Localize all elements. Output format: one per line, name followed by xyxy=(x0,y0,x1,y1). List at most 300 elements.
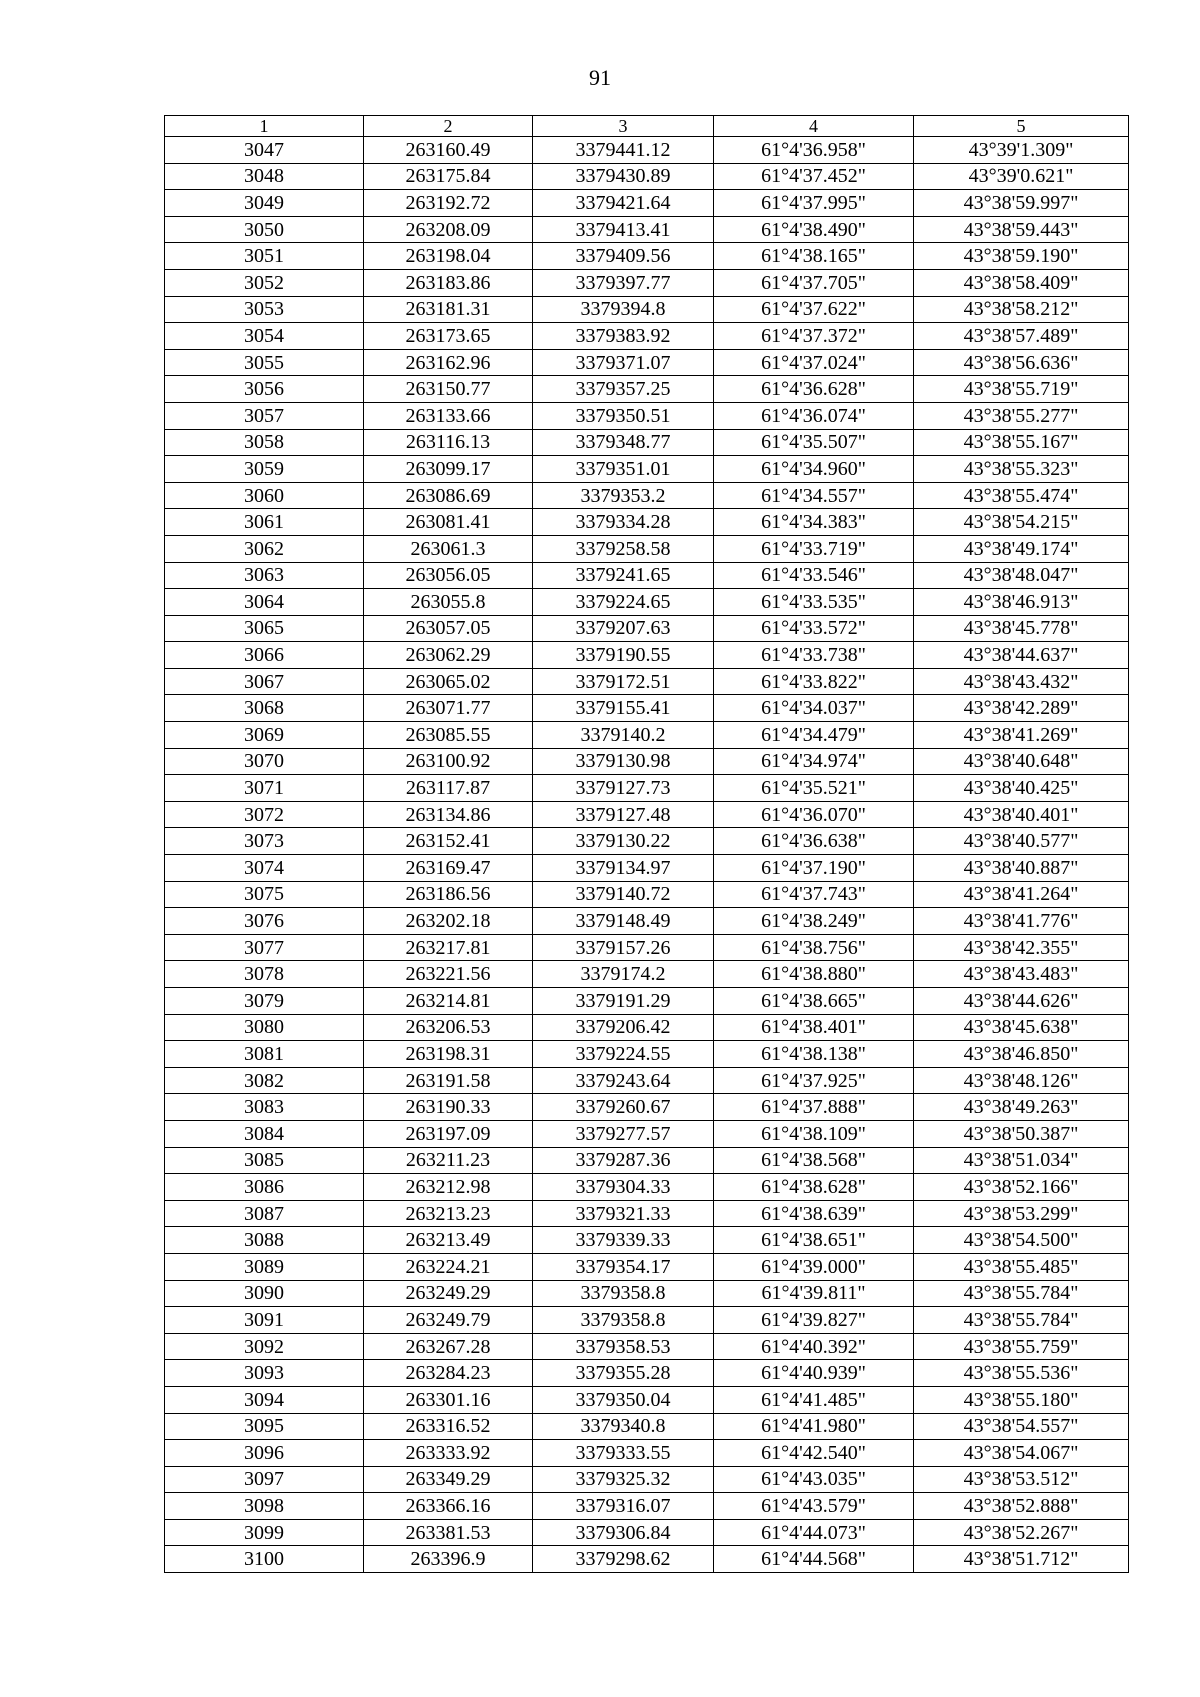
latitude-cell: 43°38'55.474" xyxy=(914,482,1129,509)
latitude-cell: 43°38'55.759" xyxy=(914,1333,1129,1360)
point-number-cell: 3097 xyxy=(165,1466,364,1493)
x-coordinate-cell: 263197.09 xyxy=(364,1120,533,1147)
x-coordinate-cell: 263349.29 xyxy=(364,1466,533,1493)
latitude-cell: 43°38'46.850" xyxy=(914,1041,1129,1068)
y-coordinate-cell: 3379333.55 xyxy=(533,1440,714,1467)
x-coordinate-cell: 263160.49 xyxy=(364,137,533,164)
longitude-cell: 61°4'33.719" xyxy=(714,535,914,562)
y-coordinate-cell: 3379277.57 xyxy=(533,1120,714,1147)
point-number-cell: 3079 xyxy=(165,988,364,1015)
table-row xyxy=(165,296,1129,323)
point-number-cell: 3054 xyxy=(165,323,364,350)
longitude-cell: 61°4'33.572" xyxy=(714,615,914,642)
table-row xyxy=(165,509,1129,536)
point-number-cell: 3047 xyxy=(165,137,364,164)
column-header: 4 xyxy=(714,116,914,137)
x-coordinate-cell: 263062.29 xyxy=(364,642,533,669)
longitude-cell: 61°4'38.109" xyxy=(714,1120,914,1147)
longitude-cell: 61°4'33.546" xyxy=(714,562,914,589)
longitude-cell: 61°4'37.622" xyxy=(714,296,914,323)
y-coordinate-cell: 3379358.53 xyxy=(533,1333,714,1360)
x-coordinate-cell: 263162.96 xyxy=(364,349,533,376)
longitude-cell: 61°4'37.888" xyxy=(714,1094,914,1121)
point-number-cell: 3061 xyxy=(165,509,364,536)
y-coordinate-cell: 3379243.64 xyxy=(533,1067,714,1094)
x-coordinate-cell: 263381.53 xyxy=(364,1519,533,1546)
page-number: 91 xyxy=(589,65,611,90)
point-number-cell: 3071 xyxy=(165,775,364,802)
point-number-cell: 3051 xyxy=(165,243,364,270)
table-row xyxy=(165,1440,1129,1467)
table-row xyxy=(165,1253,1129,1280)
table-row xyxy=(165,934,1129,961)
y-coordinate-cell: 3379130.98 xyxy=(533,748,714,775)
table-row xyxy=(165,695,1129,722)
x-coordinate-cell: 263214.81 xyxy=(364,988,533,1015)
x-coordinate-cell: 263057.05 xyxy=(364,615,533,642)
latitude-cell: 43°38'42.355" xyxy=(914,934,1129,961)
y-coordinate-cell: 3379258.58 xyxy=(533,535,714,562)
x-coordinate-cell: 263173.65 xyxy=(364,323,533,350)
point-number-cell: 3098 xyxy=(165,1493,364,1520)
x-coordinate-cell: 263116.13 xyxy=(364,429,533,456)
longitude-cell: 61°4'38.651" xyxy=(714,1227,914,1254)
latitude-cell: 43°38'58.212" xyxy=(914,296,1129,323)
x-coordinate-cell: 263284.23 xyxy=(364,1360,533,1387)
y-coordinate-cell: 3379353.2 xyxy=(533,482,714,509)
table-row xyxy=(165,1227,1129,1254)
latitude-cell: 43°38'55.167" xyxy=(914,429,1129,456)
y-coordinate-cell: 3379350.04 xyxy=(533,1386,714,1413)
x-coordinate-cell: 263100.92 xyxy=(364,748,533,775)
table-row xyxy=(165,482,1129,509)
longitude-cell: 61°4'38.165" xyxy=(714,243,914,270)
point-number-cell: 3075 xyxy=(165,881,364,908)
latitude-cell: 43°38'53.512" xyxy=(914,1466,1129,1493)
latitude-cell: 43°38'54.557" xyxy=(914,1413,1129,1440)
y-coordinate-cell: 3379340.8 xyxy=(533,1413,714,1440)
point-number-cell: 3073 xyxy=(165,828,364,855)
longitude-cell: 61°4'33.535" xyxy=(714,589,914,616)
column-header: 5 xyxy=(914,116,1129,137)
table-row xyxy=(165,562,1129,589)
table-row xyxy=(165,775,1129,802)
table-row xyxy=(165,1094,1129,1121)
column-header: 1 xyxy=(165,116,364,137)
x-coordinate-cell: 263192.72 xyxy=(364,190,533,217)
point-number-cell: 3052 xyxy=(165,269,364,296)
y-coordinate-cell: 3379140.2 xyxy=(533,722,714,749)
point-number-cell: 3078 xyxy=(165,961,364,988)
x-coordinate-cell: 263134.86 xyxy=(364,801,533,828)
point-number-cell: 3096 xyxy=(165,1440,364,1467)
table-row xyxy=(165,269,1129,296)
point-number-cell: 3085 xyxy=(165,1147,364,1174)
table-row xyxy=(165,1333,1129,1360)
latitude-cell: 43°38'52.166" xyxy=(914,1174,1129,1201)
table-row xyxy=(165,615,1129,642)
longitude-cell: 61°4'38.639" xyxy=(714,1200,914,1227)
latitude-cell: 43°38'52.888" xyxy=(914,1493,1129,1520)
x-coordinate-cell: 263208.09 xyxy=(364,216,533,243)
latitude-cell: 43°38'41.269" xyxy=(914,722,1129,749)
point-number-cell: 3091 xyxy=(165,1307,364,1334)
y-coordinate-cell: 3379207.63 xyxy=(533,615,714,642)
table-row xyxy=(165,589,1129,616)
point-number-cell: 3059 xyxy=(165,456,364,483)
y-coordinate-cell: 3379358.8 xyxy=(533,1280,714,1307)
latitude-cell: 43°38'43.432" xyxy=(914,668,1129,695)
longitude-cell: 61°4'36.074" xyxy=(714,402,914,429)
point-number-cell: 3095 xyxy=(165,1413,364,1440)
table-row xyxy=(165,1174,1129,1201)
table-row xyxy=(165,456,1129,483)
point-number-cell: 3090 xyxy=(165,1280,364,1307)
longitude-cell: 61°4'33.822" xyxy=(714,668,914,695)
latitude-cell: 43°38'55.536" xyxy=(914,1360,1129,1387)
table-row xyxy=(165,748,1129,775)
y-coordinate-cell: 3379190.55 xyxy=(533,642,714,669)
x-coordinate-cell: 263366.16 xyxy=(364,1493,533,1520)
longitude-cell: 61°4'33.738" xyxy=(714,642,914,669)
point-number-cell: 3069 xyxy=(165,722,364,749)
y-coordinate-cell: 3379157.26 xyxy=(533,934,714,961)
y-coordinate-cell: 3379371.07 xyxy=(533,349,714,376)
longitude-cell: 61°4'38.665" xyxy=(714,988,914,1015)
table-row xyxy=(165,881,1129,908)
longitude-cell: 61°4'35.507" xyxy=(714,429,914,456)
point-number-cell: 3088 xyxy=(165,1227,364,1254)
x-coordinate-cell: 263152.41 xyxy=(364,828,533,855)
point-number-cell: 3072 xyxy=(165,801,364,828)
y-coordinate-cell: 3379304.33 xyxy=(533,1174,714,1201)
point-number-cell: 3063 xyxy=(165,562,364,589)
point-number-cell: 3082 xyxy=(165,1067,364,1094)
longitude-cell: 61°4'38.880" xyxy=(714,961,914,988)
point-number-cell: 3084 xyxy=(165,1120,364,1147)
x-coordinate-cell: 263190.33 xyxy=(364,1094,533,1121)
latitude-cell: 43°38'54.067" xyxy=(914,1440,1129,1467)
table-row xyxy=(165,1466,1129,1493)
longitude-cell: 61°4'43.035" xyxy=(714,1466,914,1493)
latitude-cell: 43°38'40.425" xyxy=(914,775,1129,802)
longitude-cell: 61°4'37.925" xyxy=(714,1067,914,1094)
longitude-cell: 61°4'38.249" xyxy=(714,908,914,935)
table-row xyxy=(165,1120,1129,1147)
point-number-cell: 3062 xyxy=(165,535,364,562)
x-coordinate-cell: 263333.92 xyxy=(364,1440,533,1467)
longitude-cell: 61°4'37.190" xyxy=(714,855,914,882)
latitude-cell: 43°38'59.997" xyxy=(914,190,1129,217)
point-number-cell: 3066 xyxy=(165,642,364,669)
x-coordinate-cell: 263186.56 xyxy=(364,881,533,908)
table-row xyxy=(165,961,1129,988)
longitude-cell: 61°4'44.073" xyxy=(714,1519,914,1546)
x-coordinate-cell: 263267.28 xyxy=(364,1333,533,1360)
point-number-cell: 3081 xyxy=(165,1041,364,1068)
y-coordinate-cell: 3379383.92 xyxy=(533,323,714,350)
longitude-cell: 61°4'37.743" xyxy=(714,881,914,908)
y-coordinate-cell: 3379397.77 xyxy=(533,269,714,296)
point-number-cell: 3087 xyxy=(165,1200,364,1227)
x-coordinate-cell: 263117.87 xyxy=(364,775,533,802)
latitude-cell: 43°38'57.489" xyxy=(914,323,1129,350)
longitude-cell: 61°4'36.958" xyxy=(714,137,914,164)
table-row xyxy=(165,988,1129,1015)
x-coordinate-cell: 263301.16 xyxy=(364,1386,533,1413)
point-number-cell: 3065 xyxy=(165,615,364,642)
point-number-cell: 3064 xyxy=(165,589,364,616)
latitude-cell: 43°38'48.126" xyxy=(914,1067,1129,1094)
x-coordinate-cell: 263211.23 xyxy=(364,1147,533,1174)
table-row xyxy=(165,1041,1129,1068)
latitude-cell: 43°38'55.180" xyxy=(914,1386,1129,1413)
table-row xyxy=(165,1067,1129,1094)
column-header: 3 xyxy=(533,116,714,137)
x-coordinate-cell: 263071.77 xyxy=(364,695,533,722)
point-number-cell: 3076 xyxy=(165,908,364,935)
latitude-cell: 43°38'52.267" xyxy=(914,1519,1129,1546)
x-coordinate-cell: 263085.55 xyxy=(364,722,533,749)
longitude-cell: 61°4'38.138" xyxy=(714,1041,914,1068)
y-coordinate-cell: 3379134.97 xyxy=(533,855,714,882)
longitude-cell: 61°4'34.037" xyxy=(714,695,914,722)
y-coordinate-cell: 3379394.8 xyxy=(533,296,714,323)
y-coordinate-cell: 3379130.22 xyxy=(533,828,714,855)
x-coordinate-cell: 263175.84 xyxy=(364,163,533,190)
point-number-cell: 3048 xyxy=(165,163,364,190)
table-row xyxy=(165,1147,1129,1174)
x-coordinate-cell: 263191.58 xyxy=(364,1067,533,1094)
longitude-cell: 61°4'42.540" xyxy=(714,1440,914,1467)
y-coordinate-cell: 3379224.55 xyxy=(533,1041,714,1068)
point-number-cell: 3049 xyxy=(165,190,364,217)
x-coordinate-cell: 263212.98 xyxy=(364,1174,533,1201)
x-coordinate-cell: 263081.41 xyxy=(364,509,533,536)
table-row xyxy=(165,668,1129,695)
longitude-cell: 61°4'39.811" xyxy=(714,1280,914,1307)
latitude-cell: 43°38'51.712" xyxy=(914,1546,1129,1573)
latitude-cell: 43°38'49.263" xyxy=(914,1094,1129,1121)
table-row xyxy=(165,642,1129,669)
y-coordinate-cell: 3379358.8 xyxy=(533,1307,714,1334)
point-number-cell: 3057 xyxy=(165,402,364,429)
latitude-cell: 43°38'43.483" xyxy=(914,961,1129,988)
table-row xyxy=(165,535,1129,562)
table-row xyxy=(165,908,1129,935)
latitude-cell: 43°38'45.638" xyxy=(914,1014,1129,1041)
latitude-cell: 43°38'40.577" xyxy=(914,828,1129,855)
latitude-cell: 43°38'41.264" xyxy=(914,881,1129,908)
y-coordinate-cell: 3379409.56 xyxy=(533,243,714,270)
point-number-cell: 3093 xyxy=(165,1360,364,1387)
table-row xyxy=(165,402,1129,429)
point-number-cell: 3056 xyxy=(165,376,364,403)
table-row xyxy=(165,1014,1129,1041)
x-coordinate-cell: 263133.66 xyxy=(364,402,533,429)
longitude-cell: 61°4'34.557" xyxy=(714,482,914,509)
latitude-cell: 43°38'40.401" xyxy=(914,801,1129,828)
longitude-cell: 61°4'40.939" xyxy=(714,1360,914,1387)
longitude-cell: 61°4'36.638" xyxy=(714,828,914,855)
latitude-cell: 43°38'56.636" xyxy=(914,349,1129,376)
x-coordinate-cell: 263150.77 xyxy=(364,376,533,403)
point-number-cell: 3068 xyxy=(165,695,364,722)
x-coordinate-cell: 263221.56 xyxy=(364,961,533,988)
x-coordinate-cell: 263249.29 xyxy=(364,1280,533,1307)
longitude-cell: 61°4'34.960" xyxy=(714,456,914,483)
longitude-cell: 61°4'39.827" xyxy=(714,1307,914,1334)
y-coordinate-cell: 3379325.32 xyxy=(533,1466,714,1493)
table-row xyxy=(165,243,1129,270)
longitude-cell: 61°4'38.401" xyxy=(714,1014,914,1041)
y-coordinate-cell: 3379421.64 xyxy=(533,190,714,217)
longitude-cell: 61°4'35.521" xyxy=(714,775,914,802)
point-number-cell: 3080 xyxy=(165,1014,364,1041)
point-number-cell: 3100 xyxy=(165,1546,364,1573)
longitude-cell: 61°4'37.372" xyxy=(714,323,914,350)
x-coordinate-cell: 263249.79 xyxy=(364,1307,533,1334)
longitude-cell: 61°4'38.628" xyxy=(714,1174,914,1201)
latitude-cell: 43°38'59.190" xyxy=(914,243,1129,270)
y-coordinate-cell: 3379174.2 xyxy=(533,961,714,988)
table-row xyxy=(165,163,1129,190)
x-coordinate-cell: 263213.23 xyxy=(364,1200,533,1227)
x-coordinate-cell: 263202.18 xyxy=(364,908,533,935)
coordinates-table xyxy=(164,115,1129,1573)
x-coordinate-cell: 263213.49 xyxy=(364,1227,533,1254)
y-coordinate-cell: 3379127.48 xyxy=(533,801,714,828)
table-row xyxy=(165,349,1129,376)
x-coordinate-cell: 263396.9 xyxy=(364,1546,533,1573)
y-coordinate-cell: 3379316.07 xyxy=(533,1493,714,1520)
y-coordinate-cell: 3379339.33 xyxy=(533,1227,714,1254)
longitude-cell: 61°4'41.485" xyxy=(714,1386,914,1413)
point-number-cell: 3053 xyxy=(165,296,364,323)
longitude-cell: 61°4'34.383" xyxy=(714,509,914,536)
y-coordinate-cell: 3379140.72 xyxy=(533,881,714,908)
y-coordinate-cell: 3379260.67 xyxy=(533,1094,714,1121)
longitude-cell: 61°4'37.995" xyxy=(714,190,914,217)
y-coordinate-cell: 3379127.73 xyxy=(533,775,714,802)
y-coordinate-cell: 3379350.51 xyxy=(533,402,714,429)
x-coordinate-cell: 263198.04 xyxy=(364,243,533,270)
point-number-cell: 3070 xyxy=(165,748,364,775)
latitude-cell: 43°38'55.277" xyxy=(914,402,1129,429)
latitude-cell: 43°38'55.719" xyxy=(914,376,1129,403)
x-coordinate-cell: 263086.69 xyxy=(364,482,533,509)
y-coordinate-cell: 3379155.41 xyxy=(533,695,714,722)
latitude-cell: 43°38'58.409" xyxy=(914,269,1129,296)
y-coordinate-cell: 3379334.28 xyxy=(533,509,714,536)
table-row xyxy=(165,1307,1129,1334)
y-coordinate-cell: 3379430.89 xyxy=(533,163,714,190)
longitude-cell: 61°4'40.392" xyxy=(714,1333,914,1360)
latitude-cell: 43°38'53.299" xyxy=(914,1200,1129,1227)
x-coordinate-cell: 263198.31 xyxy=(364,1041,533,1068)
longitude-cell: 61°4'37.452" xyxy=(714,163,914,190)
latitude-cell: 43°38'40.887" xyxy=(914,855,1129,882)
point-number-cell: 3094 xyxy=(165,1386,364,1413)
latitude-cell: 43°38'41.776" xyxy=(914,908,1129,935)
latitude-cell: 43°38'51.034" xyxy=(914,1147,1129,1174)
point-number-cell: 3058 xyxy=(165,429,364,456)
point-number-cell: 3099 xyxy=(165,1519,364,1546)
longitude-cell: 61°4'36.070" xyxy=(714,801,914,828)
longitude-cell: 61°4'39.000" xyxy=(714,1253,914,1280)
latitude-cell: 43°38'48.047" xyxy=(914,562,1129,589)
y-coordinate-cell: 3379355.28 xyxy=(533,1360,714,1387)
longitude-cell: 61°4'38.756" xyxy=(714,934,914,961)
y-coordinate-cell: 3379148.49 xyxy=(533,908,714,935)
longitude-cell: 61°4'43.579" xyxy=(714,1493,914,1520)
latitude-cell: 43°38'44.637" xyxy=(914,642,1129,669)
latitude-cell: 43°38'55.485" xyxy=(914,1253,1129,1280)
y-coordinate-cell: 3379306.84 xyxy=(533,1519,714,1546)
latitude-cell: 43°38'45.778" xyxy=(914,615,1129,642)
table-row xyxy=(165,216,1129,243)
point-number-cell: 3060 xyxy=(165,482,364,509)
x-coordinate-cell: 263181.31 xyxy=(364,296,533,323)
point-number-cell: 3067 xyxy=(165,668,364,695)
longitude-cell: 61°4'36.628" xyxy=(714,376,914,403)
table-row xyxy=(165,1386,1129,1413)
longitude-cell: 61°4'38.568" xyxy=(714,1147,914,1174)
table-row xyxy=(165,376,1129,403)
point-number-cell: 3086 xyxy=(165,1174,364,1201)
latitude-cell: 43°39'1.309" xyxy=(914,137,1129,164)
x-coordinate-cell: 263217.81 xyxy=(364,934,533,961)
point-number-cell: 3083 xyxy=(165,1094,364,1121)
longitude-cell: 61°4'37.024" xyxy=(714,349,914,376)
x-coordinate-cell: 263169.47 xyxy=(364,855,533,882)
latitude-cell: 43°38'49.174" xyxy=(914,535,1129,562)
longitude-cell: 61°4'41.980" xyxy=(714,1413,914,1440)
x-coordinate-cell: 263224.21 xyxy=(364,1253,533,1280)
y-coordinate-cell: 3379321.33 xyxy=(533,1200,714,1227)
table-row xyxy=(165,1280,1129,1307)
table-row xyxy=(165,1413,1129,1440)
column-header: 2 xyxy=(364,116,533,137)
y-coordinate-cell: 3379348.77 xyxy=(533,429,714,456)
longitude-cell: 61°4'34.974" xyxy=(714,748,914,775)
y-coordinate-cell: 3379287.36 xyxy=(533,1147,714,1174)
table-row xyxy=(165,855,1129,882)
latitude-cell: 43°38'50.387" xyxy=(914,1120,1129,1147)
x-coordinate-cell: 263206.53 xyxy=(364,1014,533,1041)
y-coordinate-cell: 3379351.01 xyxy=(533,456,714,483)
latitude-cell: 43°38'42.289" xyxy=(914,695,1129,722)
latitude-cell: 43°39'0.621" xyxy=(914,163,1129,190)
x-coordinate-cell: 263183.86 xyxy=(364,269,533,296)
y-coordinate-cell: 3379172.51 xyxy=(533,668,714,695)
y-coordinate-cell: 3379413.41 xyxy=(533,216,714,243)
point-number-cell: 3055 xyxy=(165,349,364,376)
latitude-cell: 43°38'44.626" xyxy=(914,988,1129,1015)
point-number-cell: 3092 xyxy=(165,1333,364,1360)
y-coordinate-cell: 3379354.17 xyxy=(533,1253,714,1280)
longitude-cell: 61°4'44.568" xyxy=(714,1546,914,1573)
x-coordinate-cell: 263055.8 xyxy=(364,589,533,616)
table-row xyxy=(165,722,1129,749)
x-coordinate-cell: 263099.17 xyxy=(364,456,533,483)
y-coordinate-cell: 3379357.25 xyxy=(533,376,714,403)
table-row xyxy=(165,1360,1129,1387)
latitude-cell: 43°38'54.500" xyxy=(914,1227,1129,1254)
point-number-cell: 3074 xyxy=(165,855,364,882)
y-coordinate-cell: 3379206.42 xyxy=(533,1014,714,1041)
table-header-row xyxy=(165,116,1129,137)
